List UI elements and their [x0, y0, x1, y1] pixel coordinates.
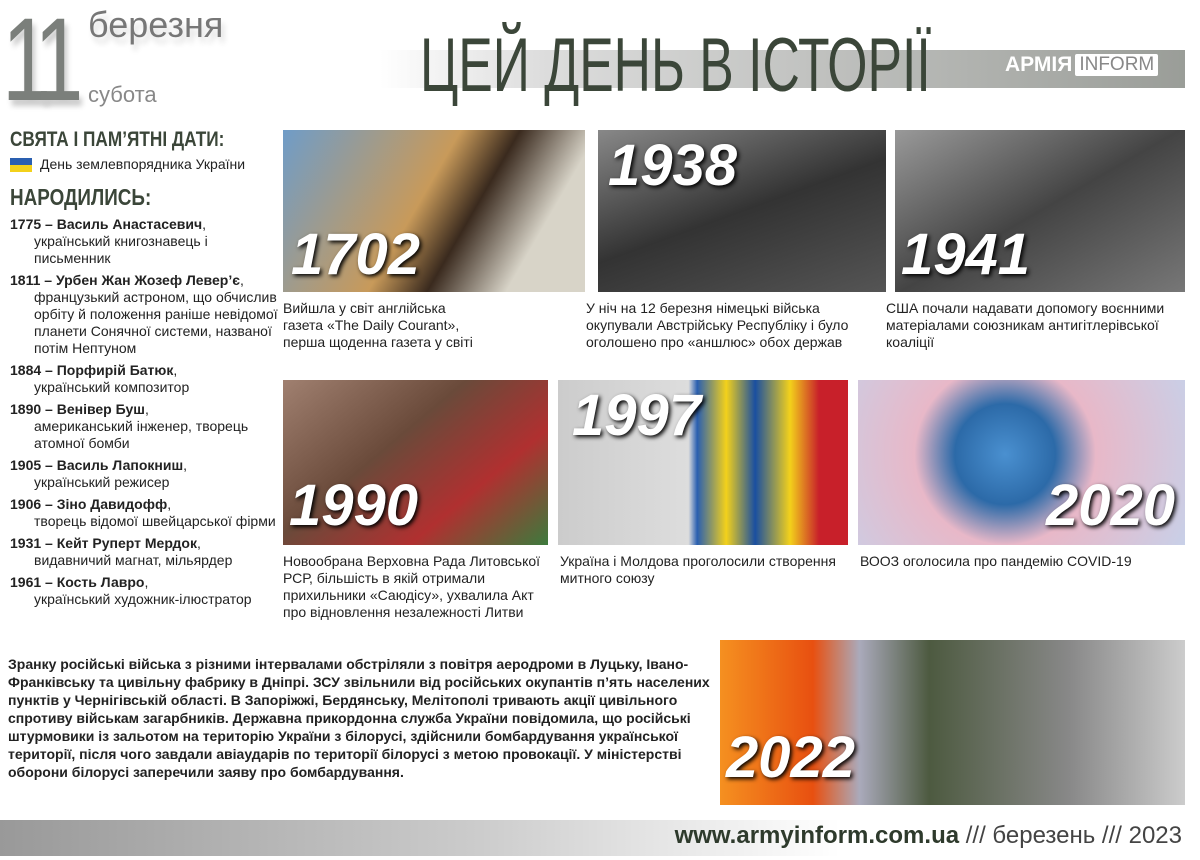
birth-year: 1775 [10, 216, 42, 233]
event-year: 1997 [572, 383, 702, 448]
logo-text-b: INFORM [1075, 54, 1158, 76]
holiday-label: День землевпорядника України [40, 156, 246, 172]
event-caption-2020: ВООЗ оголосила про пандемію COVID-19 [860, 553, 1132, 569]
event-caption-1702: Вийшла у світ англійська газета «The Daily Courant», перша щоденна газета у світі [283, 300, 473, 350]
birth-desc: український книгознавець і письменник [34, 233, 208, 267]
birth-year: 1890 [10, 401, 42, 418]
event-caption-2022: Зранку російські війська з різними інтервалами обстріляли з повітря аеродроми в Луцьку, Івано-Франківську та цивільну фабрику в Дніпрі. ЗСУ звільнили від російських окупантів п’ять населених пунктів у Чернігівській області. В Запоріжжі, Бердянську, Мелітополі тривають акції цивільного спротиву військам загарбників. Державна прикордонна служба України повідомила, що російські штурмовики із зальотом на територію України з білорусі, здійснили бомбардування української території, після чого завдали авіаударів по території білорусі з метою провокації. У міністерстві оборони білорусі заперечили заяву про бомбардування. [8, 656, 710, 780]
birth-name: Василь Анастасевич [56, 216, 203, 233]
birth-name: Кейт Руперт Мердок [56, 535, 197, 552]
birth-item: 1811 – Урбен Жан Жозеф Левер’є, французький астроном, що обчислив орбіту й положення раніше невідомої планети Сонячної системи, названої потім Нептуном [10, 272, 280, 357]
birth-desc: французький астроном, що обчислив орбіту й положення раніше невідомої планети Сонячної системи, названої потім Нептуном [34, 289, 278, 357]
event-image-1702 [283, 130, 585, 292]
birth-name: Кость Лавро [56, 574, 145, 591]
footer-year: 2023 [1128, 822, 1182, 849]
birth-year: 1906 [10, 496, 42, 513]
birth-desc: творець відомої швейцарської фірми [34, 513, 276, 530]
holidays-heading: СВЯТА І ПАМ’ЯТНІ ДАТИ: [10, 128, 225, 151]
logo-text-a: АРМІЯ [1005, 53, 1073, 76]
event-caption-1941: США почали надавати допомогу воєнними матеріалами союзникам антигітлерівської коаліції [886, 300, 1165, 350]
birth-item: 1931 – Кейт Руперт Мердок, видавничий магнат, мільярдер [10, 535, 280, 569]
birth-year: 1931 [10, 535, 42, 552]
birth-item: 1775 – Василь Анастасевич, український книгознавець і письменник [10, 216, 280, 267]
birth-item: 1890 – Венівер Буш, американський інженер, творець атомної бомби [10, 401, 280, 452]
birth-year: 1884 [10, 362, 42, 379]
births-heading: НАРОДИЛИСЬ: [10, 184, 152, 211]
birth-desc: видавничий магнат, мільярдер [34, 552, 233, 569]
weekday-label: субота [88, 82, 157, 107]
footer-month: березень [992, 822, 1096, 849]
event-caption-1938: У ніч на 12 березня німецькі війська окупували Австрійську Республіку і було оголошено про «аншлюс» обох держав [586, 300, 849, 350]
separator: /// [1095, 822, 1129, 849]
event-year: 2022 [726, 725, 856, 790]
birth-name: Урбен Жан Жозеф Левер’є [55, 272, 240, 289]
event-image-2022 [720, 640, 1185, 805]
footer-text [675, 822, 1182, 850]
day-number: 11 [2, 0, 73, 126]
armyinform-logo [1005, 53, 1158, 77]
birth-desc: український композитор [34, 379, 190, 396]
event-image-1997 [558, 380, 848, 545]
birth-name: Венівер Буш [56, 401, 145, 418]
event-caption-1990: Новообрана Верховна Рада Литовської РСР, більшість в якій отримали прихильники «Саюдісу», ухвалила Акт про відновлення незалежності Литви [283, 553, 541, 620]
event-year: 1702 [291, 222, 421, 287]
birth-name: Зіно Давидофф [56, 496, 168, 513]
birth-item: 1961 – Кость Лавро, український художник-ілюстратор [10, 574, 280, 608]
birth-item: 1884 – Порфирій Батюк, український композитор [10, 362, 280, 396]
event-year: 1990 [289, 473, 419, 538]
birth-desc: американський інженер, творець атомної бомби [34, 418, 249, 452]
page-title: ЦЕЙ ДЕНЬ В ІСТОРІЇ [420, 23, 931, 108]
birth-item: 1906 – Зіно Давидофф, творець відомої швейцарської фірми [10, 496, 280, 530]
birth-desc: український режисер [34, 474, 170, 491]
birth-year: 1961 [10, 574, 42, 591]
ukraine-flag-icon [10, 158, 32, 172]
holiday-item [10, 156, 280, 172]
left-column [10, 128, 280, 608]
birth-item: 1905 – Василь Лапокниш, український режисер [10, 457, 280, 491]
month-label: березня [88, 4, 224, 45]
separator: /// [959, 822, 993, 849]
event-image-2020 [858, 380, 1185, 545]
birth-year: 1905 [10, 457, 42, 474]
event-caption-1997: Україна і Молдова проголосили створення митного союзу [560, 553, 836, 586]
event-image-1938 [598, 130, 886, 292]
birth-name: Порфирій Батюк [56, 362, 174, 379]
birth-name: Василь Лапокниш [56, 457, 184, 474]
birth-desc: український художник-ілюстратор [34, 591, 252, 608]
event-image-1990 [283, 380, 548, 545]
site-link[interactable]: www.armyinform.com.ua [674, 822, 960, 849]
birth-year: 1811 [10, 272, 41, 289]
event-year: 1938 [608, 133, 738, 198]
event-year: 1941 [901, 222, 1031, 287]
event-image-1941 [895, 130, 1185, 292]
event-year: 2020 [1045, 473, 1175, 538]
